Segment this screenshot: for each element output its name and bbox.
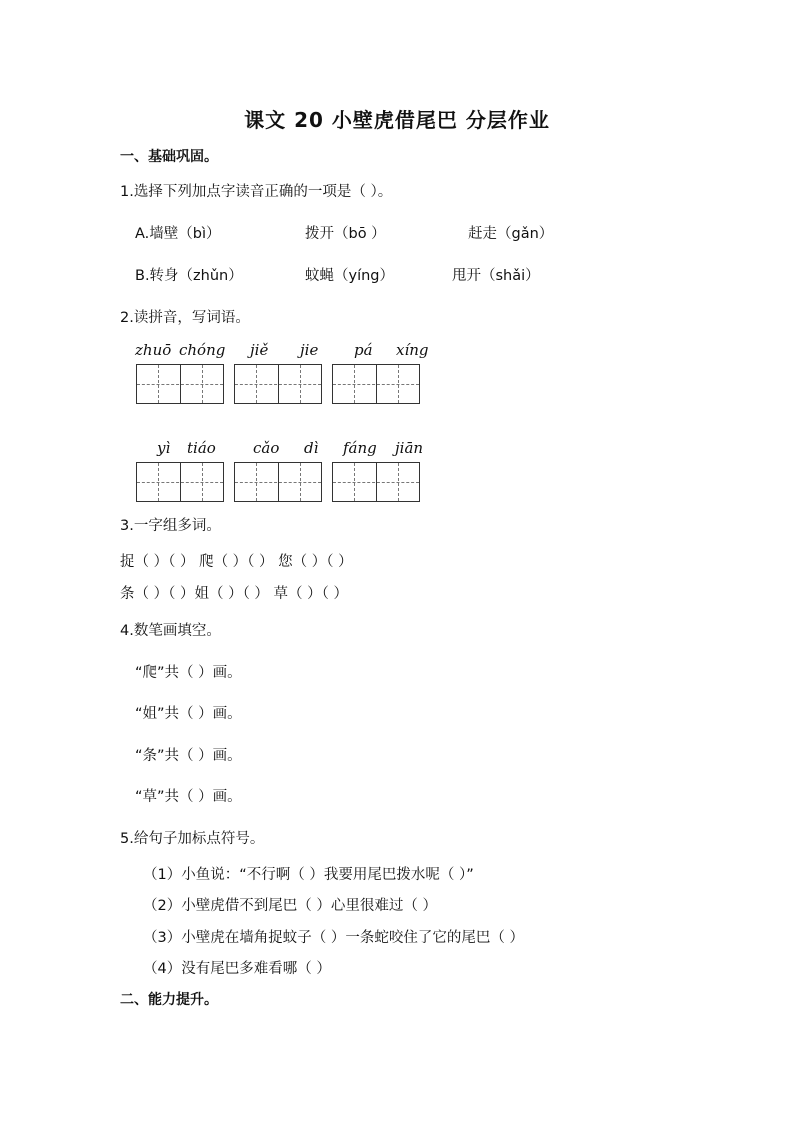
q4-item: “草”共（ ）画。 xyxy=(135,789,242,805)
q1-option-a-3: 赶走（gǎn） xyxy=(468,226,554,242)
pinyin: zhuō xyxy=(135,341,172,359)
section-basic-heading: 一、基础巩固。 xyxy=(120,149,218,165)
q1-option-a: A.墙壁（bì） xyxy=(135,226,221,242)
q3-line-1: 捉（ ）（ ） 爬（ ）（ ） 您（ ）（ ） xyxy=(120,554,353,570)
writing-grid[interactable] xyxy=(332,462,420,502)
pinyin: dì xyxy=(304,439,319,457)
q4-item: “爬”共（ ）画。 xyxy=(135,665,242,681)
writing-grid[interactable] xyxy=(234,462,322,502)
q5-item: （1）小鱼说：“不行啊（ ）我要用尾巴拨水呢（ ）” xyxy=(143,867,474,883)
q1-option-b-2: 蚊蝇（yíng） xyxy=(305,268,395,284)
q5-item: （2）小壁虎借不到尾巴（ ）心里很难过（ ） xyxy=(143,898,437,914)
pinyin: cǎo xyxy=(253,439,280,457)
page-title: 课文 20 小壁虎借尾巴 分层作业 xyxy=(244,108,550,132)
pinyin: jie xyxy=(300,341,319,359)
writing-grid[interactable] xyxy=(332,364,420,404)
question-2-prompt: 2.读拼音，写词语。 xyxy=(120,310,250,326)
q1-option-b: B.转身（zhǔn） xyxy=(135,268,243,284)
q4-item: “条”共（ ）画。 xyxy=(135,748,242,764)
pinyin: yì xyxy=(157,439,171,457)
writing-grid[interactable] xyxy=(234,364,322,404)
q1-option-b-3: 甩开（shǎi） xyxy=(452,268,540,284)
pinyin: tiáo xyxy=(187,439,216,457)
q3-line-2: 条（ ）（ ）姐（ ）（ ） 草（ ）（ ） xyxy=(120,586,349,602)
q4-item: “姐”共（ ）画。 xyxy=(135,706,242,722)
writing-grid[interactable] xyxy=(136,462,224,502)
section-advanced-heading: 二、能力提升。 xyxy=(120,992,218,1008)
question-1-prompt: 1.选择下列加点字读音正确的一项是（ ）。 xyxy=(120,184,393,200)
pinyin: fáng xyxy=(343,439,377,457)
q5-item: （4）没有尾巴多难看哪（ ） xyxy=(143,961,331,977)
q1-option-a-2: 拨开（bō ） xyxy=(305,226,386,242)
pinyin: pá xyxy=(354,341,373,359)
question-5-prompt: 5.给句子加标点符号。 xyxy=(120,831,265,847)
pinyin: jiě xyxy=(250,341,269,359)
question-4-prompt: 4.数笔画填空。 xyxy=(120,623,221,639)
pinyin: xíng xyxy=(396,341,429,359)
pinyin: jiān xyxy=(395,439,424,457)
writing-grid[interactable] xyxy=(136,364,224,404)
question-3-prompt: 3.一字组多词。 xyxy=(120,518,221,534)
q5-item: （3）小壁虎在墙角捉蚊子（ ）一条蛇咬住了它的尾巴（ ） xyxy=(143,930,524,946)
pinyin: chóng xyxy=(179,341,226,359)
